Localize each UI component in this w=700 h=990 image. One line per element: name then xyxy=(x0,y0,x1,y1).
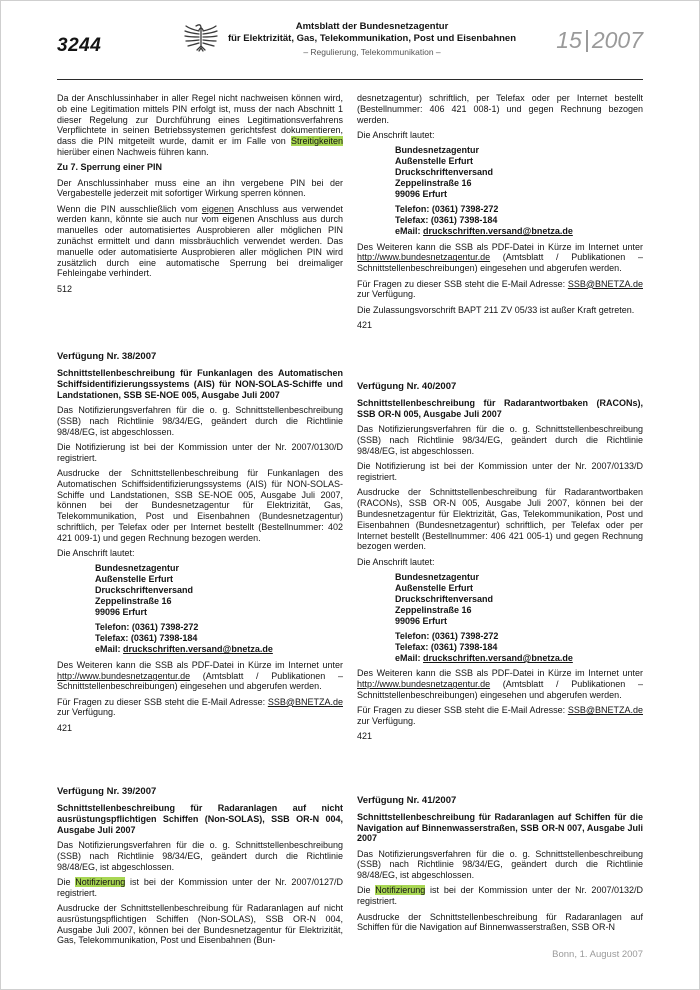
ssb-email-link[interactable]: SSB@BNETZA.de xyxy=(567,705,643,716)
underlined-word: eigenen xyxy=(201,203,234,214)
pdf-availability-paragraph xyxy=(357,242,643,274)
druckschriften-email-link[interactable]: druckschriften.versand@bnetza.de xyxy=(123,644,273,655)
address-email-line xyxy=(395,653,643,664)
address-name: Bundesnetzagentur xyxy=(95,563,180,574)
questions-paragraph xyxy=(357,279,643,301)
title-vfg-41: Schnittstellenbeschreibung für Radaranlagen auf Schiffen für die Navigation auf Binnenwasserstraßen, SSB OR-N 007, Ausgabe Juli 2007 xyxy=(357,811,643,844)
heading-vfg-40: Verfügung Nr. 40/2007 xyxy=(357,381,457,393)
title-vfg-39: Schnittstellenbeschreibung für Radaranlagen auf nicht ausrüstungspflichtigen Schiffen (Non-SOLAS), SSB OR-N 004, Ausgabe Juli 2007 xyxy=(57,803,343,835)
intro-paragraph-3 xyxy=(57,204,343,280)
bundesnetzagentur-url-link[interactable]: http://www.bundesnetzagentur.de xyxy=(357,679,491,690)
text-run: Anschluss aus verwendet werden kann, könnte sie auch nur vom eigenen Anschluss aus durch manuelles oder automatisiertes Ausprobieren aller möglichen PIN zunächst ermittelt und dann missbräuchlich verwendet werden. Das manuelle oder automatisierte Ausprobieren aller möglichen PIN wird zusätzlich durch eine automatische Sperrung bei dreimaliger Fehleingabe verhindert. xyxy=(57,203,343,279)
issue-number: 15 xyxy=(556,27,582,53)
notification-complete-paragraph: Das Notifizierungsverfahren für die o. g. Schnittstellenbeschreibung (SSB) nach Richtlinie 98/34/EG, geändert durch die Richtlinie 98/48/EG, ist abgeschlossen. xyxy=(57,404,343,437)
issue-year: 2007 xyxy=(591,27,643,53)
two-column-body xyxy=(1,80,699,946)
text-run: Für Fragen zu dieser SSB steht die E-Mail Adresse: xyxy=(57,696,268,707)
search-highlight: Notifizierung xyxy=(75,876,126,887)
section-gap xyxy=(57,299,343,351)
title-vfg-40: Schnittstellenbeschreibung für Radarantwortbaken (RACONs), SSB OR-N 005, Ausgabe Juli 2007 xyxy=(357,398,643,420)
address-department: Druckschriftenversand xyxy=(395,167,494,178)
page-reference: 421 xyxy=(57,722,73,733)
text-run: ist bei der Kommission unter der Nr. 2007/0127/D registriert. xyxy=(57,876,343,898)
address-office: Außenstelle Erfurt xyxy=(395,582,474,593)
masthead-subtitle: für Elektrizität, Gas, Telekommunikation, Post und Eisenbahnen xyxy=(227,33,517,44)
text-run: (Amtsblatt / Publikationen – Schnittstellenbeschreibungen) eingesehen und abgerufen werden. xyxy=(357,679,643,701)
text-run: zur Verfügung. xyxy=(57,707,116,718)
notification-complete-paragraph: Das Notifizierungsverfahren für die o. g. Schnittstellenbeschreibung (SSB) nach Richtlinie 98/34/EG, geändert durch die Richtlinie 98/48/EG, ist abgeschlossen. xyxy=(357,848,643,881)
intro-paragraph-1 xyxy=(57,93,343,158)
section-gap xyxy=(357,747,643,795)
text-run: hierüber einen Nachweis führen kann. xyxy=(57,146,209,157)
address-email-line xyxy=(395,226,643,237)
address-city: 99096 Erfurt xyxy=(395,189,448,200)
text-run: Des Weiteren kann die SSB als PDF-Datei in Kürze im Internet unter xyxy=(357,668,643,679)
address-department: Druckschriftenversand xyxy=(95,585,194,596)
text-run: Wenn die PIN ausschließlich vom xyxy=(57,203,202,214)
order-info-paragraph-part1: Ausdrucke der Schnittstellenbeschreibung für Radaranlagen auf nicht ausrüstungspflichtigen Schiffen (Non-SOLAS), SSB OR-N 004, Ausgabe Juli 2007, können bei der Bundesnetzagentur für Elektrizität, Gas, Telekommunikation, Post und Eisenbahnen (Bun- xyxy=(57,902,343,946)
intro-paragraph-2: Der Anschlussinhaber muss eine an ihn vergebene PIN bei der Vergabestelle jederzeit mit sofortiger Wirkung sperren können. xyxy=(57,177,343,199)
text-run: Für Fragen zu dieser SSB steht die E-Mail Adresse: xyxy=(357,278,568,289)
search-highlight: Notifizierung xyxy=(375,885,426,896)
address-block xyxy=(357,145,643,237)
email-label: eMail: xyxy=(395,652,424,663)
left-column xyxy=(57,93,343,946)
registration-paragraph: Die Notifizierung ist bei der Kommission unter der Nr. 2007/0130/D registriert. xyxy=(57,441,343,463)
section-gap xyxy=(357,335,643,381)
heading-vfg-41: Verfügung Nr. 41/2007 xyxy=(357,794,457,806)
address-name: Bundesnetzagentur xyxy=(395,571,480,582)
federal-eagle-icon xyxy=(184,22,218,57)
text-run: Die xyxy=(57,876,76,887)
address-name: Bundesnetzagentur xyxy=(395,145,480,156)
druckschriften-email-link[interactable]: druckschriften.versand@bnetza.de xyxy=(423,652,573,663)
text-run: zur Verfügung. xyxy=(357,289,416,300)
ssb-email-link[interactable]: SSB@BNETZA.de xyxy=(267,696,343,707)
bundesnetzagentur-url-link[interactable]: http://www.bundesnetzagentur.de xyxy=(357,252,491,263)
address-intro: Die Anschrift lautet: xyxy=(357,129,435,140)
order-info-paragraph-partial: Ausdrucke der Schnittstellenbeschreibung für Radaranlagen auf Schiffen für die Navigation auf Binnenwasserstraßen, SSB OR-N xyxy=(357,911,643,933)
address-city: 99096 Erfurt xyxy=(95,607,148,618)
address-street: Zeppelinstraße 16 xyxy=(95,596,172,607)
order-info-paragraph-continuation: desnetzagentur) schriftlich, per Telefax oder per Internet bestellt (Bestellnummer: 406 421 008-1) und gegen Rechnung bezogen werden. xyxy=(357,93,643,125)
bundesnetzagentur-url-link[interactable]: http://www.bundesnetzagentur.de xyxy=(57,670,191,681)
search-highlight: Streitigkeiten xyxy=(290,136,343,147)
address-street: Zeppelinstraße 16 xyxy=(395,178,472,189)
heading-vfg-38: Verfügung Nr. 38/2007 xyxy=(57,351,157,363)
address-intro: Die Anschrift lautet: xyxy=(57,548,135,558)
address-fax: Telefax: (0361) 7398-184 xyxy=(395,215,498,226)
address-intro: Die Anschrift lautet: xyxy=(357,556,435,567)
text-run: ist bei der Kommission unter der Nr. 2007/0132/D registriert. xyxy=(357,885,643,907)
page-header xyxy=(1,1,699,79)
text-run: (Amtsblatt / Publikationen – Schnittstellenbeschreibungen) eingesehen und abgerufen werden. xyxy=(357,252,643,274)
footer-date: Bonn, 1. August 2007 xyxy=(552,949,643,960)
section-gap xyxy=(57,738,343,786)
text-run: Für Fragen zu dieser SSB steht die E-Mail Adresse: xyxy=(357,705,568,716)
text-run: (Amtsblatt / Publikationen – Schnittstellenbeschreibungen) eingesehen und abgerufen werden. xyxy=(57,670,343,692)
pdf-availability-paragraph xyxy=(57,660,343,692)
heading-vfg-39: Verfügung Nr. 39/2007 xyxy=(57,786,157,798)
registration-paragraph: Die Notifizierung ist bei der Kommission unter der Nr. 2007/0133/D registriert. xyxy=(357,461,643,483)
address-fax: Telefax: (0361) 7398-184 xyxy=(95,633,198,644)
masthead-section: – Regulierung, Telekommunikation – xyxy=(303,47,441,57)
address-office: Außenstelle Erfurt xyxy=(95,574,174,585)
address-department: Druckschriftenversand xyxy=(395,593,494,604)
decommission-paragraph: Die Zulassungsvorschrift BAPT 211 ZV 05/33 ist außer Kraft getreten. xyxy=(357,304,635,315)
text-run: Da der Anschlussinhaber in aller Regel nicht nachweisen können wird, ob eine Legitimation mittels PIN erfolgt ist, muss der nach Abschnitt 1 dieser Regelung zur Durchführung eines Legitimationsverfahrens Verpflichtete in seinen Betriebssystemen gerichtsfest dokumentieren, dass die PIN mitgeteilt wurde, damit er im Falle von xyxy=(57,93,343,147)
address-office: Außenstelle Erfurt xyxy=(395,156,474,167)
address-phone: Telefon: (0361) 7398-272 xyxy=(95,622,199,633)
order-info-paragraph: Ausdrucke der Schnittstellenbeschreibung für Radarantwortbaken (RACONs), SSB OR-N 005, Ausgabe Juli 2007, können bei der Bundesnetzagentur für Elektrizität, Gas, Telekommunikation, Post und Eisenbahnen (Bundesnetzagentur) schriftlich, per Telefax oder per Internet bestellt (Bestellnummer: 406 421 005-1) und gegen Rechnung bezogen werden. xyxy=(357,487,643,552)
text-run: Des Weiteren kann die SSB als PDF-Datei in Kürze im Internet unter xyxy=(357,241,643,252)
address-email-line xyxy=(95,644,343,655)
text-run: zur Verfügung. xyxy=(357,716,416,727)
heading-pin-sperrung: Zu 7. Sperrung einer PIN xyxy=(57,162,163,173)
address-fax: Telefax: (0361) 7398-184 xyxy=(395,641,498,652)
order-info-paragraph: Ausdrucke der Schnittstellenbeschreibung für Funkanlagen des Automatischen Schiffsidentifizierungssystems (AIS) für NON-SOLAS-Schiffe und Landstationen, SSB SE-NOE 005, Ausgabe Juli 2007, können bei der Bundesnetzagentur für Elektrizität, Gas, Telekommunikation, Post und Eisenbahnen (Bundesnetzagentur) schriftlich, per Telefax oder per Internet bestellt (Bestellnummer: 402 421 009-1) und gegen Rechnung bezogen werden. xyxy=(57,467,343,543)
address-street: Zeppelinstraße 16 xyxy=(395,604,472,615)
address-block xyxy=(357,572,643,664)
registration-paragraph xyxy=(57,877,343,899)
page-number: 3244 xyxy=(57,35,102,56)
questions-paragraph xyxy=(57,697,343,719)
page-reference: 421 xyxy=(357,731,373,742)
email-label: eMail: xyxy=(395,226,424,237)
address-phone: Telefon: (0361) 7398-272 xyxy=(395,630,499,641)
address-block xyxy=(57,563,343,655)
address-city: 99096 Erfurt xyxy=(395,615,448,626)
page-footer xyxy=(552,949,643,960)
page-reference: 512 xyxy=(57,283,73,294)
masthead-text xyxy=(228,21,516,57)
notification-complete-paragraph: Das Notifizierungsverfahren für die o. g. Schnittstellenbeschreibung (SSB) nach Richtlinie 98/34/EG, geändert durch die Richtlinie 98/48/EG, ist abgeschlossen. xyxy=(357,424,643,456)
masthead-title: Amtsblatt der Bundesnetzagentur xyxy=(295,21,449,32)
ssb-email-link[interactable]: SSB@BNETZA.de xyxy=(567,278,643,289)
email-label: eMail: xyxy=(95,644,124,655)
notification-complete-paragraph: Das Notifizierungsverfahren für die o. g. Schnittstellenbeschreibung (SSB) nach Richtlinie 98/34/EG, geändert durch die Richtlinie 98/48/EG, ist abgeschlossen. xyxy=(57,839,343,872)
title-vfg-38: Schnittstellenbeschreibung für Funkanlagen des Automatischen Schiffsidentifizierungssystems (AIS) für NON-SOLAS-Schiffe und Landstationen, SSB SE-NOE 005, Ausgabe Juli 2007 xyxy=(57,368,343,400)
text-run: Des Weiteren kann die SSB als PDF-Datei in Kürze im Internet unter xyxy=(57,659,343,670)
pdf-availability-paragraph xyxy=(357,668,643,700)
address-phone: Telefon: (0361) 7398-272 xyxy=(395,204,499,215)
issue-label xyxy=(556,27,643,54)
druckschriften-email-link[interactable]: druckschriften.versand@bnetza.de xyxy=(423,226,573,237)
page-reference: 421 xyxy=(357,319,373,330)
questions-paragraph xyxy=(357,705,643,727)
issue-divider xyxy=(586,30,588,52)
text-run: Die xyxy=(357,885,376,896)
right-column xyxy=(357,93,643,946)
registration-paragraph xyxy=(357,885,643,907)
